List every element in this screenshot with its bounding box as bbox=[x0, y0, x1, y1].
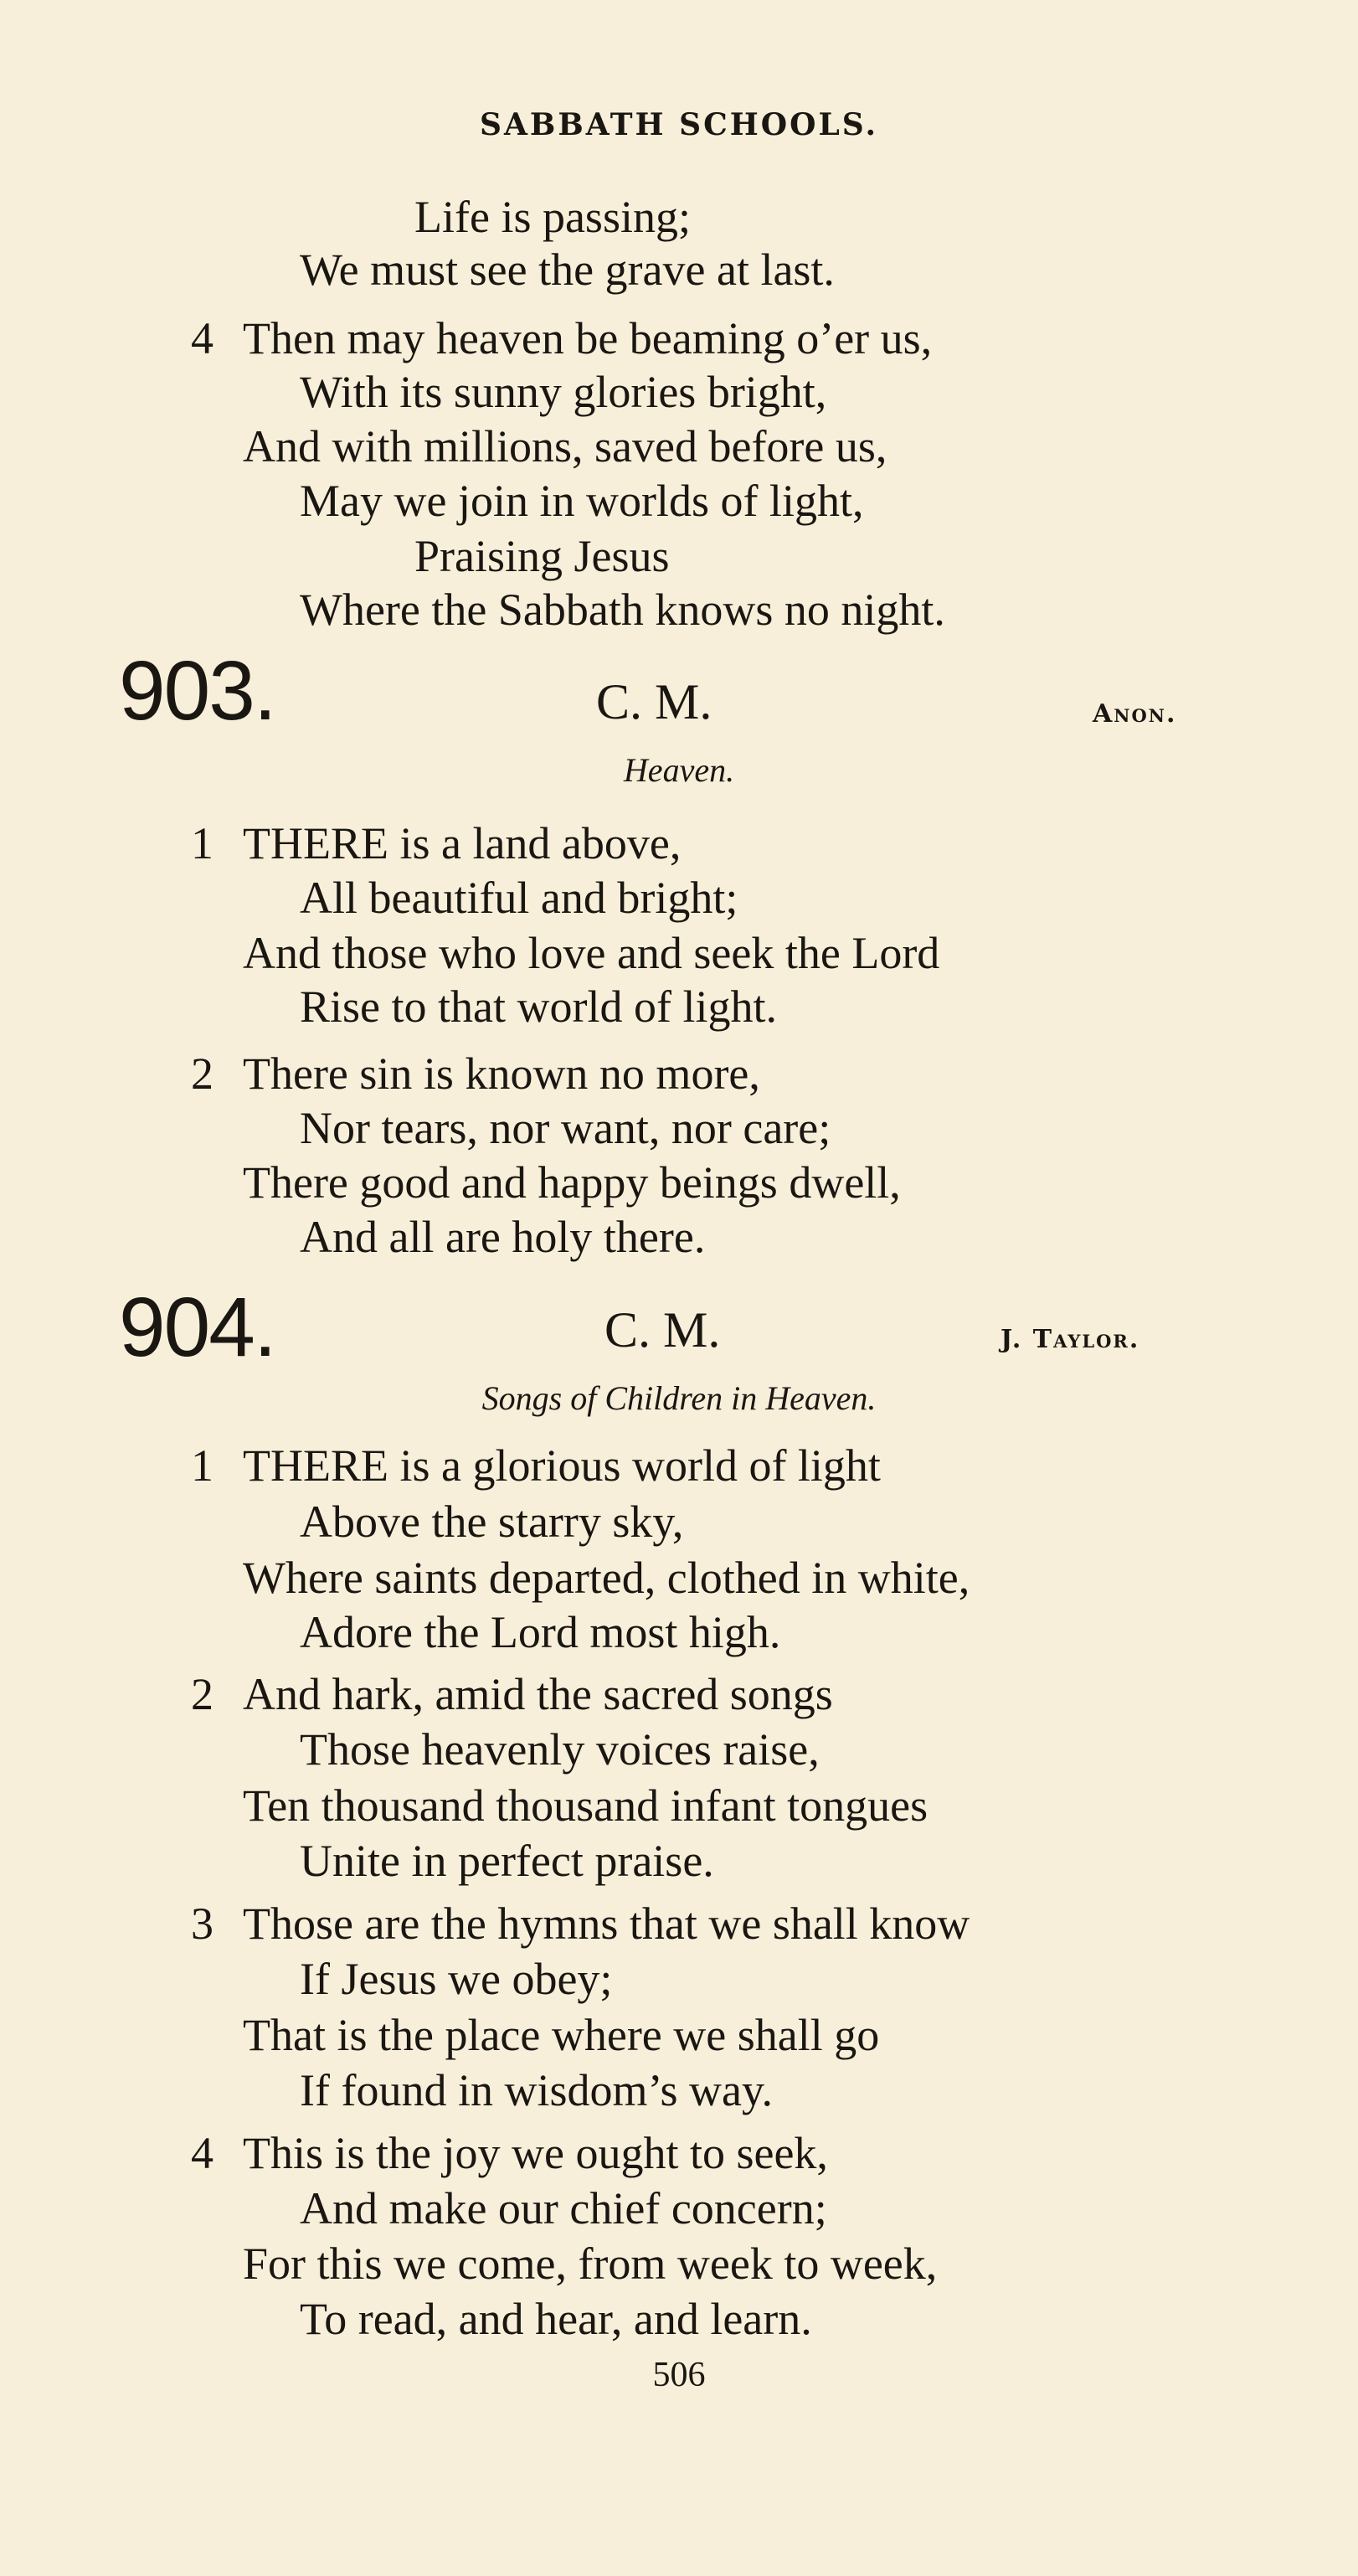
verse-line: Nor tears, nor want, nor care; bbox=[300, 1103, 831, 1153]
verse-number: 2 bbox=[191, 1669, 213, 1719]
verse-line: Then may heaven be beaming o’er us, bbox=[243, 313, 933, 363]
verse-line: If found in wisdom’s way. bbox=[300, 2065, 773, 2115]
verse-line: And with millions, saved before us, bbox=[243, 421, 887, 471]
verse-number: 2 bbox=[191, 1048, 213, 1099]
verse-line: This is the joy we ought to seek, bbox=[243, 2128, 828, 2178]
verse-line: All beautiful and bright; bbox=[300, 873, 738, 923]
verse-line: Adore the Lord most high. bbox=[300, 1607, 781, 1657]
verse-line: And all are holy there. bbox=[300, 1212, 706, 1262]
verse-line: And hark, amid the sacred songs bbox=[243, 1669, 833, 1719]
hymn-meter: C. M. bbox=[596, 674, 712, 729]
verse-line: Ten thousand thousand infant tongues bbox=[243, 1780, 928, 1831]
hymn-author: J. Taylor. bbox=[1000, 1325, 1140, 1354]
hymn-title: Songs of Children in Heaven. bbox=[481, 1379, 877, 1417]
verse-line: To read, and hear, and learn. bbox=[300, 2294, 812, 2344]
verse-line: If Jesus we obey; bbox=[300, 1954, 613, 2004]
verse-number: 1 bbox=[191, 818, 213, 868]
verse-line: There sin is known no more, bbox=[243, 1048, 760, 1099]
verse-line: Where saints departed, clothed in white, bbox=[243, 1553, 970, 1603]
verse-line: For this we come, from week to week, bbox=[243, 2239, 938, 2289]
verse-line: With its sunny glories bright, bbox=[300, 367, 827, 417]
running-header: SABBATH SCHOOLS. bbox=[479, 107, 879, 142]
verse-line: There good and happy beings dwell, bbox=[243, 1157, 901, 1208]
page-number: 506 bbox=[652, 2356, 706, 2394]
hymn-title: Heaven. bbox=[623, 751, 735, 789]
verse-line: Those are the hymns that we shall know bbox=[243, 1899, 970, 1949]
verse-line: That is the place where we shall go bbox=[243, 2010, 880, 2060]
verse-line: Life is passing; bbox=[414, 192, 691, 242]
verse-line: And those who love and seek the Lord bbox=[243, 928, 940, 978]
hymn-number: 904. bbox=[119, 1280, 275, 1374]
verse-number: 1 bbox=[191, 1440, 213, 1491]
verse-line: Where the Sabbath knows no night. bbox=[300, 585, 945, 635]
hymn-number: 903. bbox=[119, 644, 275, 738]
verse-line: Rise to that world of light. bbox=[300, 981, 777, 1032]
verse-line: May we join in worlds of light, bbox=[300, 476, 864, 526]
hymn-meter: C. M. bbox=[604, 1302, 721, 1358]
verse-line: We must see the grave at last. bbox=[300, 245, 835, 295]
verse-line: Above the starry sky, bbox=[300, 1497, 684, 1547]
verse-line: Praising Jesus bbox=[414, 531, 670, 581]
hymn-author: Anon. bbox=[1093, 699, 1177, 729]
verse-line: THERE is a glorious world of light bbox=[243, 1440, 881, 1491]
verse-number: 4 bbox=[191, 313, 213, 363]
verse-number: 3 bbox=[191, 1899, 213, 1949]
verse-line: And make our chief concern; bbox=[300, 2183, 827, 2233]
verse-line: THERE is a land above, bbox=[243, 818, 682, 868]
verse-line: Unite in perfect praise. bbox=[300, 1836, 714, 1886]
verse-line: Those heavenly voices raise, bbox=[300, 1724, 820, 1775]
verse-number: 4 bbox=[191, 2128, 213, 2178]
